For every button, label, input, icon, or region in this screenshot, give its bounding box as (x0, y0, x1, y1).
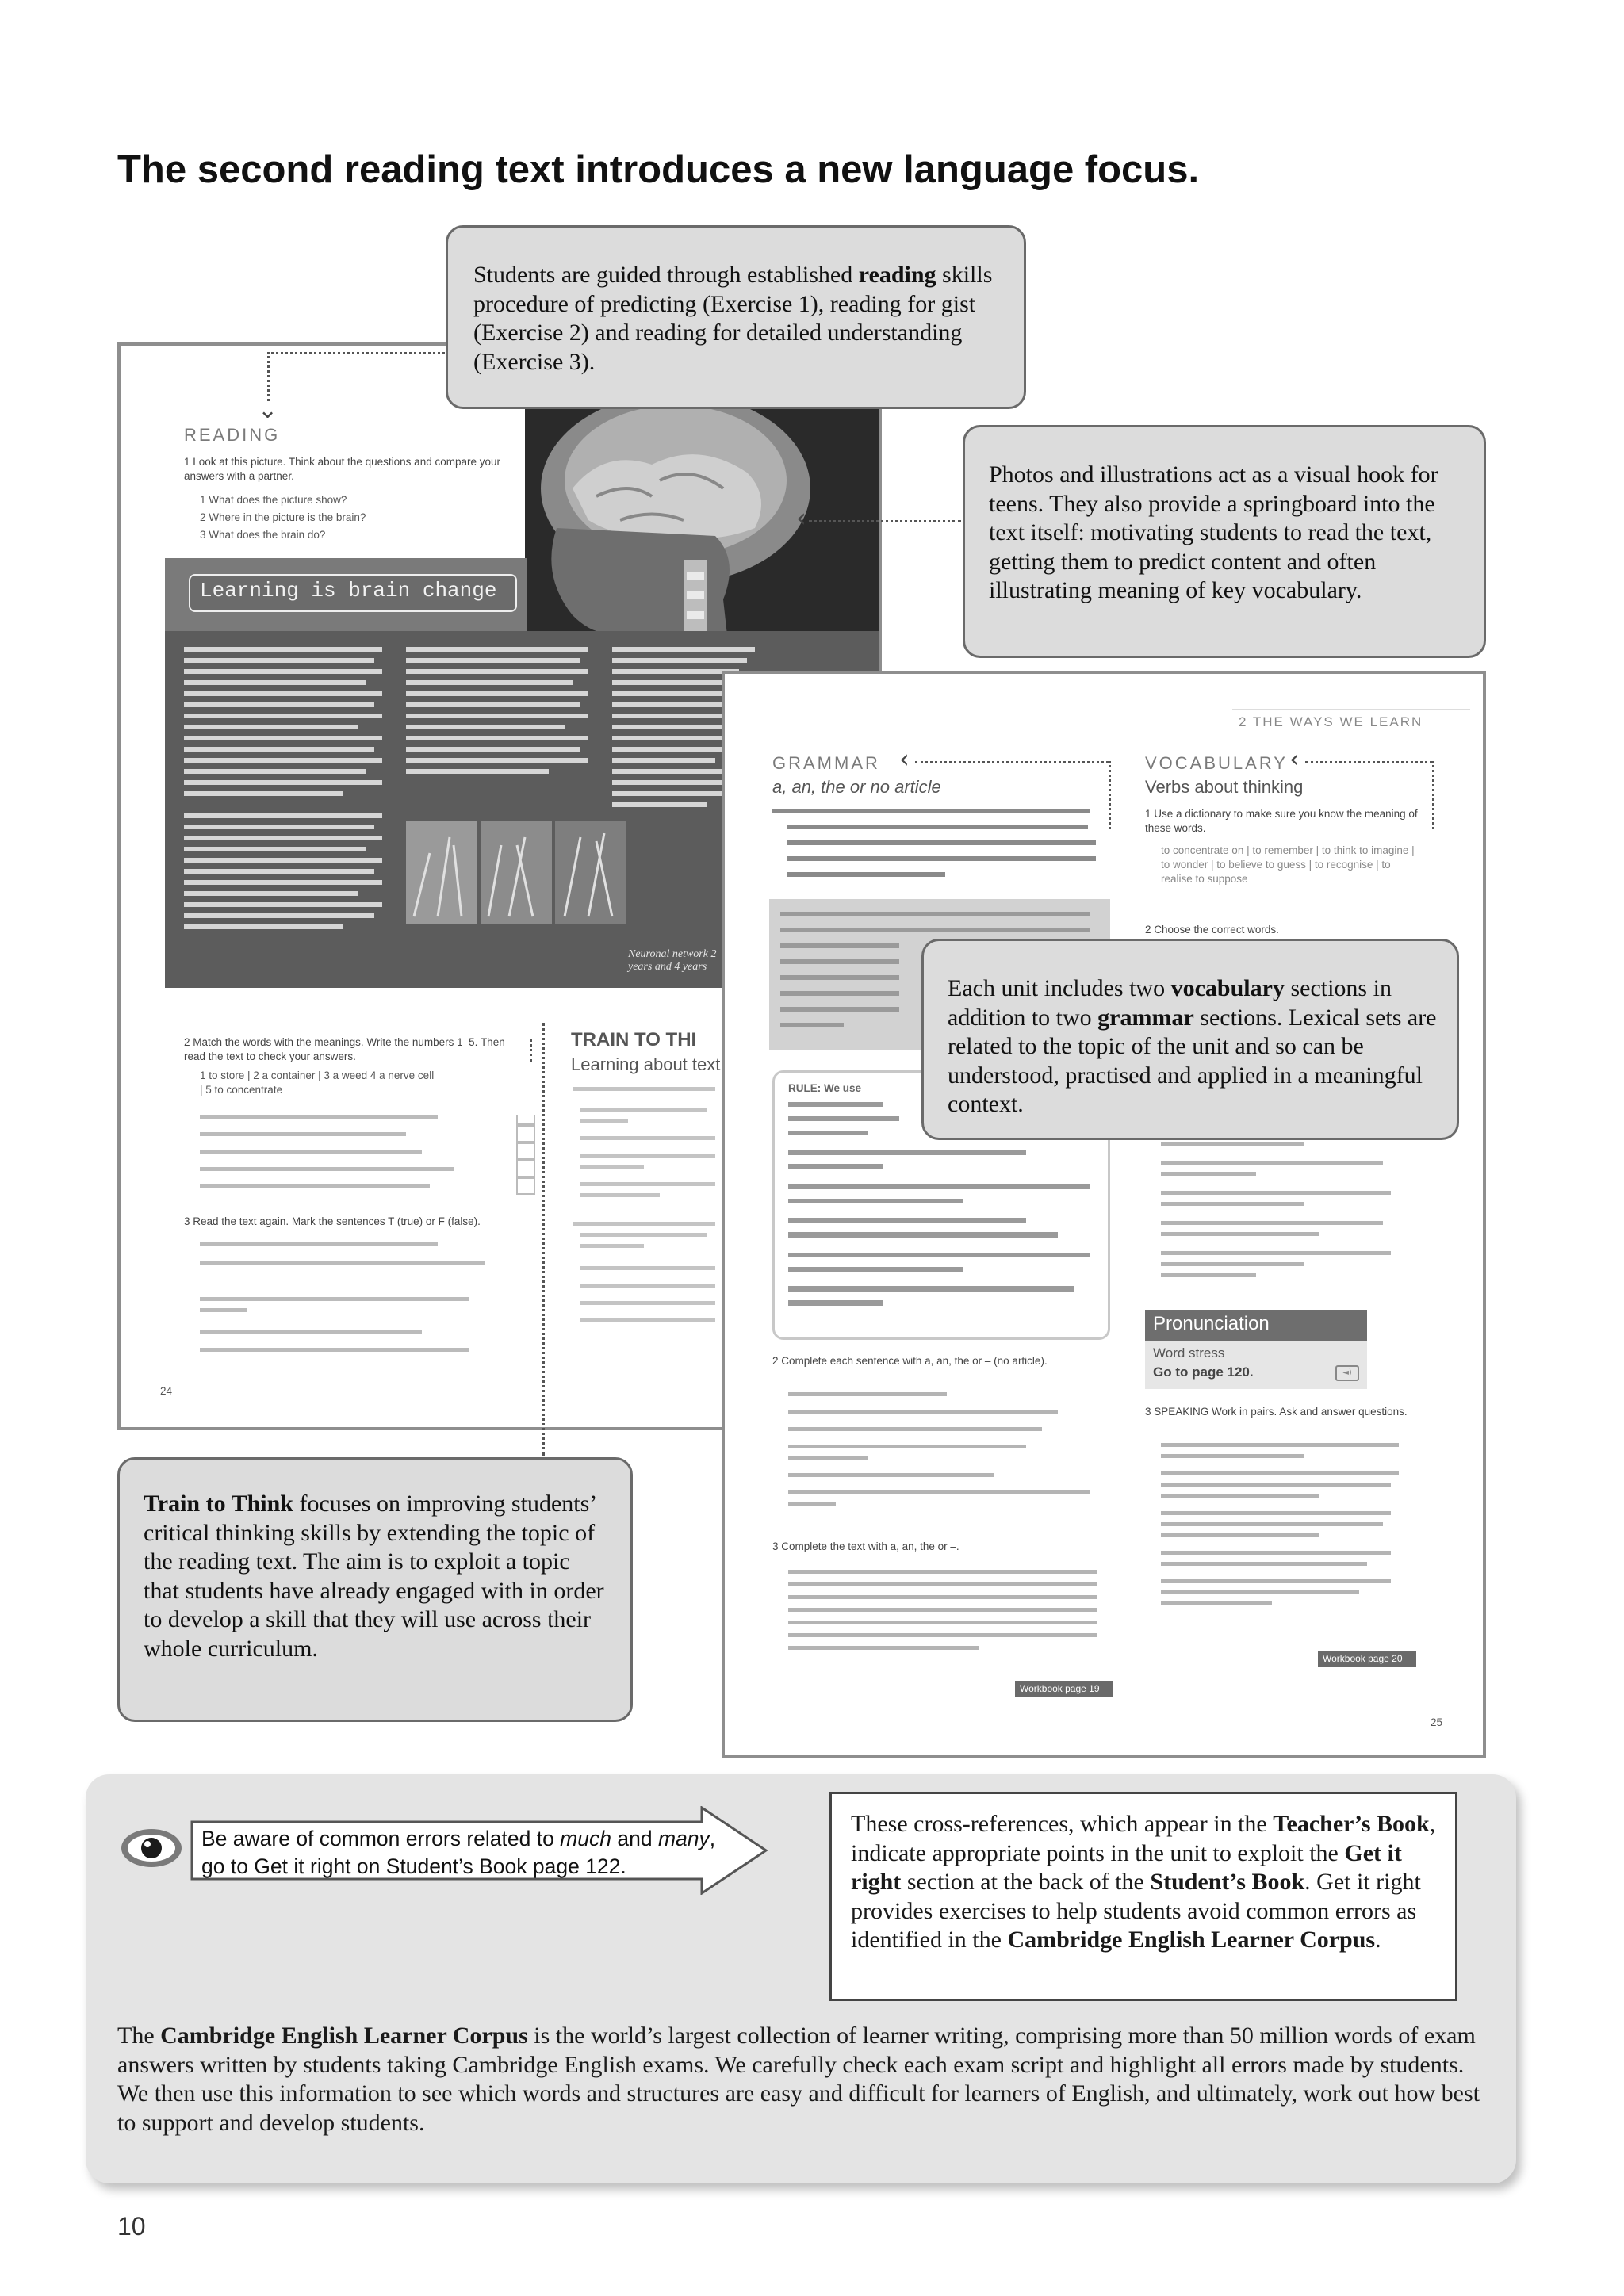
cross-reference-box (829, 1792, 1457, 2001)
reading-question-3: 3 What does the brain do? (200, 529, 326, 541)
reading-question-2: 2 Where in the picture is the brain? (200, 511, 366, 523)
train-to-think-subtitle: Learning about text (571, 1054, 721, 1074)
neuronal-network-caption: Neuronal network 2 years and 4 years (628, 948, 717, 973)
callout-vocab-t2: sections in addition to two (948, 975, 1392, 1031)
connector-reading-vertical (267, 352, 270, 401)
callout-think-text (144, 1490, 611, 1663)
left-exercise-3-items (200, 1242, 549, 1368)
grammar-arrow: ‹ (899, 744, 910, 774)
pronunciation-subtitle: Word stress (1153, 1345, 1225, 1360)
left-exercise-2-words: 1 to store | 2 a container | 3 a weed 4 a nerve cell | 5 to concentrate (200, 1070, 435, 1096)
connector-reading-horizontal (267, 352, 450, 354)
connector-photos-arrowhead: ‹ (796, 503, 806, 533)
grammar-exercise-3: 3 Complete the text with a, an, the or –. (772, 1540, 959, 1552)
xref-b2: Get it right (851, 1839, 1402, 1895)
callout-think-post: focuses on improving students’ critical thinking skills by extending the topic of the reading text. The aim is to exploit a topic that students have already engaged with in order to develop a skill that they will use across their whole curriculum. (144, 1490, 604, 1662)
corpus-paragraph (117, 2022, 1481, 2137)
connector-reading-arrowhead: ⌄ (258, 396, 278, 424)
train-to-think-title: TRAIN TO THI (571, 1029, 697, 1050)
page-heading: The second reading text introduces a new language focus. (117, 148, 1200, 191)
left-exercise-2-items (200, 1115, 549, 1202)
vocabulary-exercise-1: 1 Use a dictionary to make sure you know the meaning of these words. (1145, 808, 1418, 834)
vocabulary-title: VOCABULARY (1145, 753, 1288, 773)
corpus-t2: is the world’s largest collection of learner writing, comprising more than 50 million words of exam answers written by students taking Cambridge English exams. We carefully check each exam script and highlight all errors made by students. We then use this information to see which words and structures are easy and difficult for learners of English, and ultimately, work out how best to support and develop students. (117, 2022, 1480, 2136)
callout-photos-text: Photos and illustrations act as a visual hook for teens. They also provide a springboard into the text itself: motivating students to read the text, getting them to predict content and often illustrating meaning of key vocabulary. (989, 461, 1438, 603)
workbook-19-label: Workbook page 19 (1020, 1683, 1100, 1694)
reading-section-title: READING (184, 425, 281, 445)
callout-vocab-b1: vocabulary (1170, 975, 1285, 1001)
vocabulary-dotted-top (1305, 761, 1432, 763)
train-to-think-items (573, 1087, 723, 1349)
callout-reading-bold: reading (858, 262, 936, 288)
grammar-exercise-2: 2 Complete each sentence with a, an, the or – (no article). (772, 1355, 1048, 1367)
unit-header: 2 THE WAYS WE LEARN (1239, 714, 1423, 729)
connector-photos-line (809, 520, 961, 522)
xref-b4: Cambridge English Learner Corpus (1007, 1927, 1376, 1953)
grammar-ex1-lines (772, 809, 1105, 880)
grammar-ex2-lines (788, 1392, 1105, 1511)
xref-t3: section at the back of the (901, 1869, 1151, 1895)
get-it-right-i1: much (560, 1827, 611, 1850)
eye-icon (121, 1828, 182, 1868)
xref-t4: . Get it right provides exercises to help students avoid common errors as identified in the (851, 1869, 1421, 1953)
page-number: 10 (117, 2212, 146, 2241)
callout-vocab-t3: sections. Lexical sets are related to the topic of the unit and so can be understood, practised and applied in a meaningful context. (948, 1004, 1437, 1117)
xref-t1: These cross-references, which appear in the (851, 1811, 1274, 1837)
xref-t2: , indicate appropriate points in the unit to exploit the (851, 1811, 1436, 1866)
reading-banner-text: Learning is brain change (200, 579, 497, 603)
vocabulary-subtitle: Verbs about thinking (1145, 777, 1304, 797)
grammar-dotted-side (1109, 761, 1111, 829)
callout-vocab-t1: Each unit includes two (948, 975, 1171, 1001)
callout-reading-pre: Students are guided through established (473, 262, 859, 288)
left-exercise-2: 2 Match the words with the meanings. Write the numbers 1–5. Then read the text to check your answers. (184, 1036, 505, 1062)
vocabulary-dotted-side (1432, 761, 1434, 829)
vocabulary-exercise-2: 2 Choose the correct words. (1145, 924, 1279, 936)
left-exercise-3: 3 Read the text again. Mark the sentences T (true) or F (false). (184, 1215, 481, 1227)
right-page-number: 25 (1431, 1716, 1443, 1728)
callout-vocabulary (921, 939, 1459, 1140)
brain-xray-image (525, 401, 882, 671)
left-page-number: 24 (160, 1385, 173, 1397)
callout-train-to-think (117, 1457, 633, 1722)
callout-reading-post: skills procedure of predicting (Exercise 1), reading for gist (Exercise 2) and reading for detailed understanding (Exercise 3). (473, 262, 993, 375)
corpus-t1: The (117, 2022, 161, 2049)
rule-label: RULE: We use (788, 1082, 862, 1094)
callout-reading-skills (446, 225, 1026, 409)
grammar-subtitle: a, an, the or no article (772, 777, 941, 797)
grammar-ex3-lines (788, 1570, 1105, 1673)
callout-photos (963, 425, 1486, 658)
callout-reading-text (473, 261, 1000, 377)
grammar-dotted-top (915, 761, 1109, 763)
callout-vocab-b2: grammar (1097, 1004, 1194, 1031)
get-it-right-t1: Be aware of common errors related to (201, 1827, 561, 1850)
xref-t5: . (1375, 1927, 1381, 1953)
get-it-right-note (201, 1825, 725, 1881)
xref-b1: Teacher’s Book (1273, 1811, 1430, 1837)
pronunciation-title: Pronunciation (1153, 1313, 1270, 1334)
get-it-right-t2: and (611, 1827, 658, 1850)
reading-exercise-1: 1 Look at this picture. Think about the questions and compare your answers with a partner. (184, 456, 500, 482)
right-page-thumbnail (722, 671, 1486, 1758)
xref-b3: Student’s Book (1150, 1869, 1305, 1895)
vocabulary-arrow: ‹ (1289, 744, 1300, 774)
unit-header-line (1232, 709, 1470, 710)
get-it-right-i2: many (657, 1827, 710, 1850)
connector-think-line-left (530, 1039, 532, 1062)
vocabulary-word-list: to concentrate on | to remember | to think to imagine | to wonder | to believe to guess | to recognise | to realise to suppose (1161, 844, 1415, 885)
reading-question-1: 1 What does the picture show? (200, 494, 347, 506)
get-it-right-t3: , go to Get it right on Student’s Book page 122. (201, 1827, 716, 1878)
callout-vocabulary-text (948, 974, 1438, 1119)
grammar-title: GRAMMAR (772, 753, 880, 773)
connector-think-line (542, 1023, 545, 1456)
speaking-lines (1161, 1443, 1423, 1665)
audio-icon: ◄) (1335, 1365, 1359, 1381)
corpus-b1: Cambridge English Learner Corpus (160, 2022, 528, 2049)
workbook-20-label: Workbook page 20 (1323, 1653, 1403, 1664)
callout-think-bold: Train to Think (144, 1490, 293, 1517)
speaking-exercise: 3 SPEAKING Work in pairs. Ask and answer questions. (1145, 1406, 1408, 1418)
pronunciation-go-to: Go to page 120. (1153, 1364, 1254, 1380)
